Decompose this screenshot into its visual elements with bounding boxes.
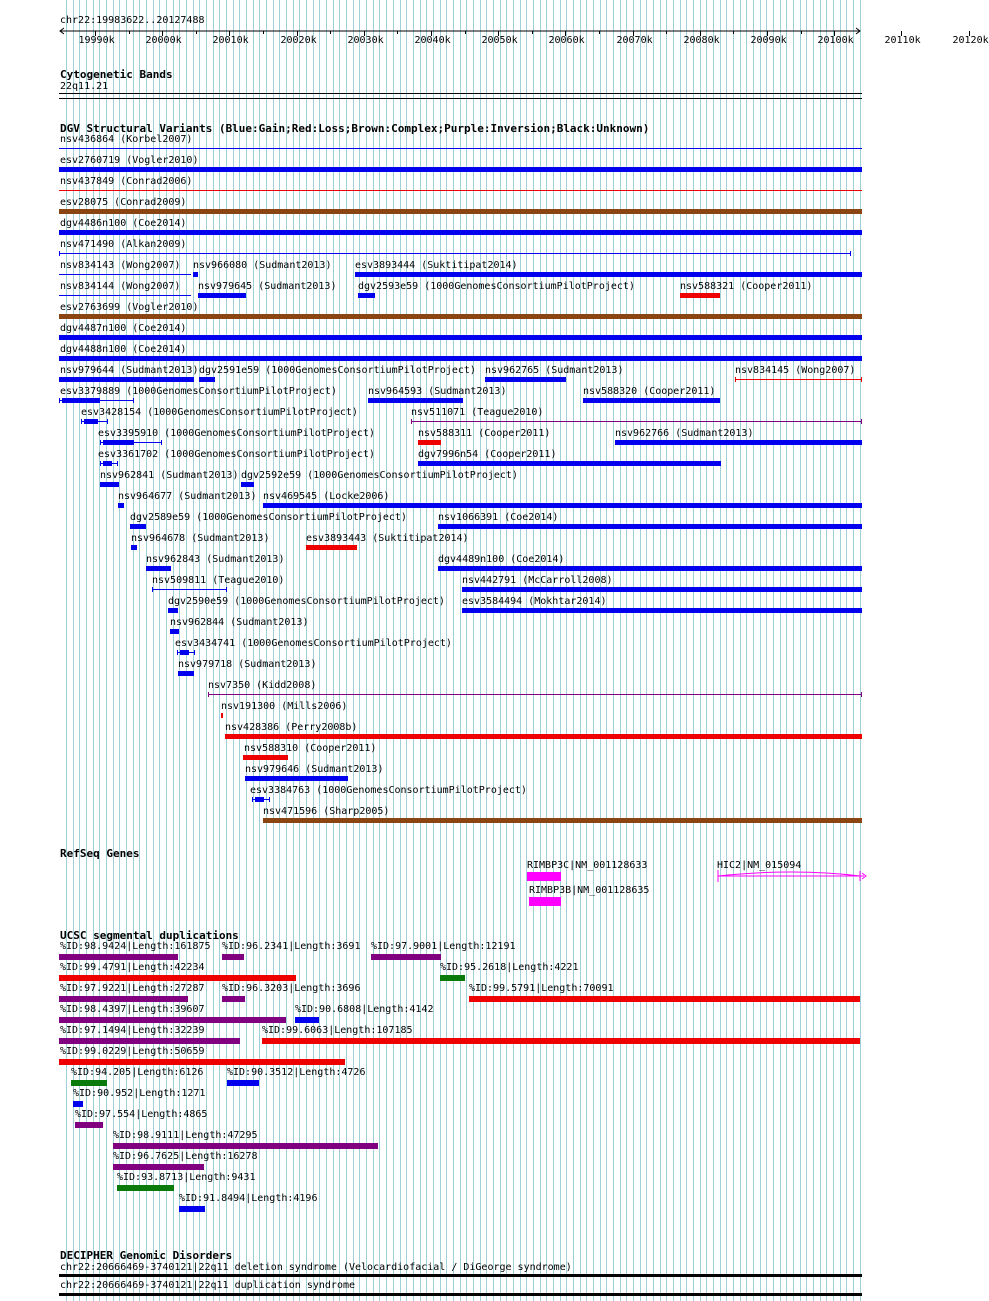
- segdup-feature-bar[interactable]: [469, 996, 860, 1002]
- dgv-feature-bar[interactable]: [485, 377, 566, 382]
- dgv-feature-label[interactable]: esv3395910 (1000GenomesConsortiumPilotProject): [98, 428, 375, 439]
- dgv-feature-label[interactable]: nsv471596 (Sharp2005): [263, 806, 390, 817]
- dgv-feature-block[interactable]: [84, 419, 98, 424]
- dgv-feature-bar[interactable]: [100, 482, 119, 487]
- dgv-feature-label[interactable]: nsv834144 (Wong2007): [60, 281, 181, 292]
- dgv-feature-label[interactable]: nsv469545 (Locke2006): [263, 491, 390, 502]
- dgv-feature-block[interactable]: [103, 461, 112, 466]
- dgv-feature-bar[interactable]: [615, 440, 862, 445]
- dgv-feature-cap: [194, 650, 195, 655]
- dgv-feature-bar[interactable]: [59, 314, 862, 319]
- decipher-feature-bar[interactable]: [59, 1274, 862, 1277]
- segdup-feature-bar[interactable]: [113, 1164, 204, 1170]
- dgv-feature-label[interactable]: esv3379889 (1000GenomesConsortiumPilotProject): [60, 386, 337, 397]
- segdup-feature-label[interactable]: %ID:97.1494|Length:32239: [60, 1025, 205, 1036]
- dgv-feature-bar[interactable]: [306, 545, 357, 550]
- segdup-feature-label[interactable]: %ID:98.9111|Length:47295: [113, 1130, 258, 1141]
- dgv-feature-label[interactable]: nsv442791 (McCarroll2008): [462, 575, 613, 586]
- segdup-feature-label[interactable]: %ID:90.6808|Length:4142: [295, 1004, 434, 1015]
- gene-bar[interactable]: [527, 872, 561, 881]
- dgv-feature-bar[interactable]: [225, 734, 862, 739]
- segdup-feature-label[interactable]: %ID:97.554|Length:4865: [75, 1109, 208, 1120]
- gene-label[interactable]: HIC2|NM_015094: [717, 860, 802, 871]
- segdup-feature-bar[interactable]: [75, 1122, 103, 1128]
- dgv-feature-bar[interactable]: [418, 440, 441, 445]
- dgv-feature-bar[interactable]: [59, 148, 862, 149]
- dgv-feature-bar[interactable]: [59, 295, 191, 296]
- segdup-feature-label[interactable]: %ID:97.9221|Length:27287: [60, 983, 205, 994]
- dgv-feature-label[interactable]: esv3893444 (Suktitipat2014): [355, 260, 518, 271]
- dgv-feature-label[interactable]: dgv2591e59 (1000GenomesConsortiumPilotProject): [199, 365, 476, 376]
- dgv-feature-label[interactable]: nsv437849 (Conrad2006): [60, 176, 193, 187]
- dgv-feature-label[interactable]: dgv4488n100 (Coe2014): [60, 344, 187, 355]
- segdup-feature-label[interactable]: %ID:90.3512|Length:4726: [227, 1067, 366, 1078]
- segdup-feature-label[interactable]: %ID:99.5791|Length:70091: [469, 983, 614, 994]
- dgv-feature-bar[interactable]: [59, 335, 862, 340]
- dgv-feature-cap: [252, 797, 253, 802]
- dgv-feature-label[interactable]: nsv979644 (Sudmant2013): [60, 365, 199, 376]
- dgv-feature-bar[interactable]: [263, 818, 862, 823]
- ruler-tick-label: 20010k: [212, 35, 249, 46]
- dgv-feature-bar[interactable]: [178, 671, 194, 676]
- segdup-feature-label[interactable]: %ID:93.8713|Length:9431: [117, 1172, 256, 1183]
- segdup-feature-label[interactable]: %ID:90.952|Length:1271: [73, 1088, 206, 1099]
- ruler-tick-label: 20020k: [280, 35, 317, 46]
- dgv-feature-label[interactable]: nsv979646 (Sudmant2013): [245, 764, 384, 775]
- ruler-tick-label: 20100k: [817, 35, 854, 46]
- dgv-feature-cap: [177, 650, 178, 655]
- segdup-feature-bar[interactable]: [59, 1059, 345, 1065]
- dgv-feature-label[interactable]: esv3361702 (1000GenomesConsortiumPilotProject): [98, 449, 375, 460]
- dgv-feature-cap: [861, 419, 862, 424]
- segdup-feature-bar[interactable]: [179, 1206, 205, 1212]
- dgv-feature-cap: [226, 587, 227, 592]
- ruler-tick-label: 20060k: [548, 35, 585, 46]
- segdup-feature-bar[interactable]: [222, 996, 245, 1002]
- segdup-track-title: UCSC segmental duplications: [60, 929, 239, 942]
- segdup-feature-bar[interactable]: [227, 1080, 259, 1086]
- dgv-feature-bar[interactable]: [59, 377, 194, 382]
- ruler-tick-label: 20120k: [952, 35, 989, 46]
- dgv-feature-cap: [107, 419, 108, 424]
- dgv-feature-bar[interactable]: [59, 209, 862, 214]
- dgv-feature-label[interactable]: dgv2592e59 (1000GenomesConsortiumPilotProject): [241, 470, 518, 481]
- dgv-feature-cap: [269, 797, 270, 802]
- dgv-feature-cap: [100, 440, 101, 445]
- dgv-feature-cap: [161, 440, 162, 445]
- segdup-feature-label[interactable]: %ID:99.4791|Length:42234: [60, 962, 205, 973]
- dgv-feature-label[interactable]: nsv588321 (Cooper2011): [680, 281, 813, 292]
- dgv-feature-label[interactable]: nsv7350 (Kidd2008): [208, 680, 317, 691]
- dgv-feature-bar[interactable]: [438, 566, 862, 571]
- dgv-feature-bar[interactable]: [130, 524, 146, 529]
- dgv-feature-cap: [133, 398, 134, 403]
- dgv-feature-bar[interactable]: [221, 713, 223, 718]
- dgv-feature-label[interactable]: nsv962841 (Sudmant2013): [100, 470, 239, 481]
- dgv-feature-label[interactable]: nsv834145 (Wong2007): [735, 365, 856, 376]
- dgv-feature-label[interactable]: nsv962765 (Sudmant2013): [485, 365, 624, 376]
- cytoband-bar: [59, 98, 862, 99]
- gene-label[interactable]: RIMBP3C|NM_001128633: [527, 860, 648, 871]
- ruler-tick-label: 20080k: [683, 35, 720, 46]
- segdup-feature-bar[interactable]: [59, 996, 188, 1002]
- dgv-feature-cap: [152, 587, 153, 592]
- ruler-tick-label: 20030k: [347, 35, 384, 46]
- dgv-feature-bar[interactable]: [59, 274, 191, 275]
- dgv-feature-label[interactable]: esv28075 (Conrad2009): [60, 197, 187, 208]
- dgv-feature-label[interactable]: nsv191300 (Mills2006): [221, 701, 348, 712]
- dgv-feature-label[interactable]: nsv1066391 (Coe2014): [438, 512, 559, 523]
- segdup-feature-label[interactable]: %ID:98.4397|Length:39607: [60, 1004, 205, 1015]
- ruler-tick-label: 20000k: [145, 35, 182, 46]
- dgv-feature-label[interactable]: dgv4486n100 (Coe2014): [60, 218, 187, 229]
- dgv-feature-label[interactable]: nsv964677 (Sudmant2013): [118, 491, 257, 502]
- dgv-feature-cap: [100, 461, 101, 466]
- dgv-feature-label[interactable]: nsv436864 (Korbel2007): [60, 134, 193, 145]
- dgv-feature-bar[interactable]: [59, 253, 851, 254]
- dgv-feature-bar[interactable]: [358, 293, 375, 298]
- dgv-feature-bar[interactable]: [199, 377, 215, 382]
- dgv-feature-cap: [208, 692, 209, 697]
- decipher-feature-bar[interactable]: [59, 1293, 862, 1296]
- decipher-track-title: DECIPHER Genomic Disorders: [60, 1249, 233, 1262]
- dgv-feature-cap: [59, 251, 60, 256]
- cytoband-label: 22q11.21: [60, 81, 109, 92]
- dgv-feature-label[interactable]: dgv2593e59 (1000GenomesConsortiumPilotProject): [358, 281, 635, 292]
- dgv-feature-bar[interactable]: [263, 503, 862, 508]
- gene-label[interactable]: RIMBP3B|NM_001128635: [529, 885, 650, 896]
- ruler: [0, 0, 890, 60]
- dgv-feature-bar[interactable]: [241, 482, 254, 487]
- dgv-feature-bar[interactable]: [355, 272, 862, 277]
- dgv-feature-label[interactable]: nsv979645 (Sudmant2013): [198, 281, 337, 292]
- segdup-feature-bar[interactable]: [371, 954, 441, 960]
- segdup-feature-bar[interactable]: [71, 1080, 107, 1086]
- segdup-feature-bar[interactable]: [117, 1185, 174, 1191]
- segdup-feature-bar[interactable]: [59, 1017, 286, 1023]
- segdup-feature-label[interactable]: %ID:91.8494|Length:4196: [179, 1193, 318, 1204]
- dgv-feature-bar[interactable]: [193, 272, 198, 277]
- position-label: chr22:19983622..20127488: [60, 15, 205, 26]
- dgv-feature-cap: [735, 377, 736, 382]
- segdup-feature-label[interactable]: %ID:98.9424|Length:161875: [60, 941, 211, 952]
- segdup-feature-label[interactable]: %ID:97.9001|Length:12191: [371, 941, 516, 952]
- decipher-feature-label[interactable]: chr22:20666469-3740121|22q11 deletion syndrome (Velocardiofacial / DiGeorge syndrome): [60, 1262, 572, 1273]
- segdup-feature-bar[interactable]: [59, 975, 296, 981]
- segdup-feature-label[interactable]: %ID:96.3203|Length:3696: [222, 983, 361, 994]
- dgv-feature-label[interactable]: nsv979718 (Sudmant2013): [178, 659, 317, 670]
- segdup-feature-label[interactable]: %ID:99.0229|Length:50659: [60, 1046, 205, 1057]
- dgv-feature-bar[interactable]: [198, 293, 246, 298]
- dgv-feature-label[interactable]: nsv962844 (Sudmant2013): [170, 617, 309, 628]
- ruler-tick-label: 20040k: [414, 35, 451, 46]
- dgv-feature-bar[interactable]: [583, 398, 720, 403]
- dgv-feature-bar[interactable]: [462, 608, 862, 613]
- dgv-feature-bar[interactable]: [418, 461, 721, 466]
- dgv-feature-bar[interactable]: [168, 608, 178, 613]
- dgv-feature-label[interactable]: esv3428154 (1000GenomesConsortiumPilotProject): [81, 407, 358, 418]
- dgv-feature-label[interactable]: dgv2590e59 (1000GenomesConsortiumPilotProject): [168, 596, 445, 607]
- dgv-feature-label[interactable]: nsv588310 (Cooper2011): [244, 743, 377, 754]
- dgv-feature-cap: [411, 419, 412, 424]
- dgv-feature-label[interactable]: nsv511071 (Teague2010): [411, 407, 544, 418]
- dgv-feature-bar[interactable]: [59, 356, 862, 361]
- segdup-feature-label[interactable]: %ID:94.205|Length:6126: [71, 1067, 204, 1078]
- dgv-feature-bar[interactable]: [735, 379, 862, 380]
- segdup-feature-bar[interactable]: [295, 1017, 319, 1023]
- dgv-feature-bar[interactable]: [438, 524, 862, 529]
- dgv-feature-bar[interactable]: [118, 503, 124, 508]
- refseq-track-title: RefSeq Genes: [60, 847, 140, 860]
- segdup-feature-bar[interactable]: [113, 1143, 378, 1149]
- dgv-feature-label[interactable]: esv3893443 (Suktitipat2014): [306, 533, 469, 544]
- dgv-feature-label[interactable]: nsv962843 (Sudmant2013): [146, 554, 285, 565]
- dgv-feature-label[interactable]: nsv509811 (Teague2010): [152, 575, 285, 586]
- dgv-feature-bar[interactable]: [411, 421, 862, 422]
- dgv-feature-label[interactable]: nsv471490 (Alkan2009): [60, 239, 187, 250]
- segdup-feature-label[interactable]: %ID:95.2618|Length:4221: [440, 962, 579, 973]
- dgv-feature-label[interactable]: nsv966080 (Sudmant2013): [193, 260, 332, 271]
- dgv-feature-label[interactable]: dgv4487n100 (Coe2014): [60, 323, 187, 334]
- dgv-feature-block[interactable]: [62, 398, 100, 403]
- dgv-feature-bar[interactable]: [680, 293, 720, 298]
- dgv-feature-cap: [861, 692, 862, 697]
- dgv-feature-label[interactable]: nsv962766 (Sudmant2013): [615, 428, 754, 439]
- dgv-feature-bar[interactable]: [59, 190, 862, 191]
- dgv-feature-label[interactable]: esv2763699 (Vogler2010): [60, 302, 199, 313]
- dgv-feature-bar[interactable]: [152, 589, 227, 590]
- gene-bar[interactable]: [529, 897, 561, 906]
- dgv-feature-label[interactable]: esv3434741 (1000GenomesConsortiumPilotProject): [175, 638, 452, 649]
- dgv-feature-block[interactable]: [255, 797, 264, 802]
- dgv-feature-bar[interactable]: [170, 629, 179, 634]
- dgv-feature-cap: [81, 419, 82, 424]
- dgv-feature-bar[interactable]: [146, 566, 171, 571]
- dgv-feature-bar[interactable]: [245, 776, 348, 781]
- cytoband-line: [59, 93, 862, 94]
- dgv-feature-label[interactable]: dgv2589e59 (1000GenomesConsortiumPilotProject): [130, 512, 407, 523]
- dgv-feature-cap: [59, 398, 60, 403]
- dgv-feature-bar[interactable]: [59, 230, 862, 235]
- dgv-track-title: DGV Structural Variants (Blue:Gain;Red:Loss;Brown:Complex;Purple:Inversion;Black:Unknown): [60, 122, 650, 135]
- segdup-feature-bar[interactable]: [59, 1038, 240, 1044]
- decipher-feature-label[interactable]: chr22:20666469-3740121|22q11 duplication syndrome: [60, 1280, 356, 1291]
- dgv-feature-label[interactable]: nsv428386 (Perry2008b): [225, 722, 358, 733]
- ruler-tick-label: 20050k: [481, 35, 518, 46]
- dgv-feature-label[interactable]: esv3384763 (1000GenomesConsortiumPilotProject): [250, 785, 527, 796]
- dgv-feature-bar[interactable]: [59, 167, 862, 172]
- dgv-feature-label[interactable]: dgv7996n54 (Cooper2011): [418, 449, 557, 460]
- segdup-feature-bar[interactable]: [73, 1101, 83, 1107]
- dgv-feature-label[interactable]: nsv964678 (Sudmant2013): [131, 533, 270, 544]
- dgv-feature-block[interactable]: [180, 650, 189, 655]
- segdup-feature-label[interactable]: %ID:96.2341|Length:3691: [222, 941, 361, 952]
- ruler-tick-label: 20070k: [616, 35, 653, 46]
- dgv-feature-label[interactable]: dgv4489n100 (Coe2014): [438, 554, 565, 565]
- segdup-feature-label[interactable]: %ID:99.6063|Length:107185: [262, 1025, 413, 1036]
- ruler-tick-label: 20110k: [884, 35, 921, 46]
- ruler-tick-label: 20090k: [750, 35, 787, 46]
- dgv-feature-bar[interactable]: [131, 545, 137, 550]
- dgv-feature-label[interactable]: nsv588320 (Cooper2011): [583, 386, 716, 397]
- dgv-feature-cap: [117, 461, 118, 466]
- segdup-feature-bar[interactable]: [59, 954, 178, 960]
- dgv-feature-bar[interactable]: [368, 398, 463, 403]
- dgv-feature-label[interactable]: esv2760719 (Vogler2010): [60, 155, 199, 166]
- ruler-tick-label: 19990k: [78, 35, 115, 46]
- dgv-feature-label[interactable]: nsv964593 (Sudmant2013): [368, 386, 507, 397]
- dgv-feature-bar[interactable]: [208, 694, 862, 695]
- cytoband-track-title: Cytogenetic Bands: [60, 68, 173, 81]
- dgv-feature-cap: [861, 377, 862, 382]
- segdup-feature-label[interactable]: %ID:96.7625|Length:16278: [113, 1151, 258, 1162]
- gene-model-hic2[interactable]: [714, 870, 874, 884]
- dgv-feature-bar[interactable]: [243, 755, 288, 760]
- dgv-feature-label[interactable]: nsv834143 (Wong2007): [60, 260, 181, 271]
- segdup-feature-bar[interactable]: [222, 954, 244, 960]
- dgv-feature-block[interactable]: [103, 440, 134, 445]
- dgv-feature-bar[interactable]: [462, 587, 862, 592]
- dgv-feature-cap: [850, 251, 851, 256]
- dgv-feature-label[interactable]: esv3584494 (Mokhtar2014): [462, 596, 607, 607]
- segdup-feature-bar[interactable]: [262, 1038, 860, 1044]
- dgv-feature-label[interactable]: nsv588311 (Cooper2011): [418, 428, 551, 439]
- segdup-feature-bar[interactable]: [440, 975, 465, 981]
